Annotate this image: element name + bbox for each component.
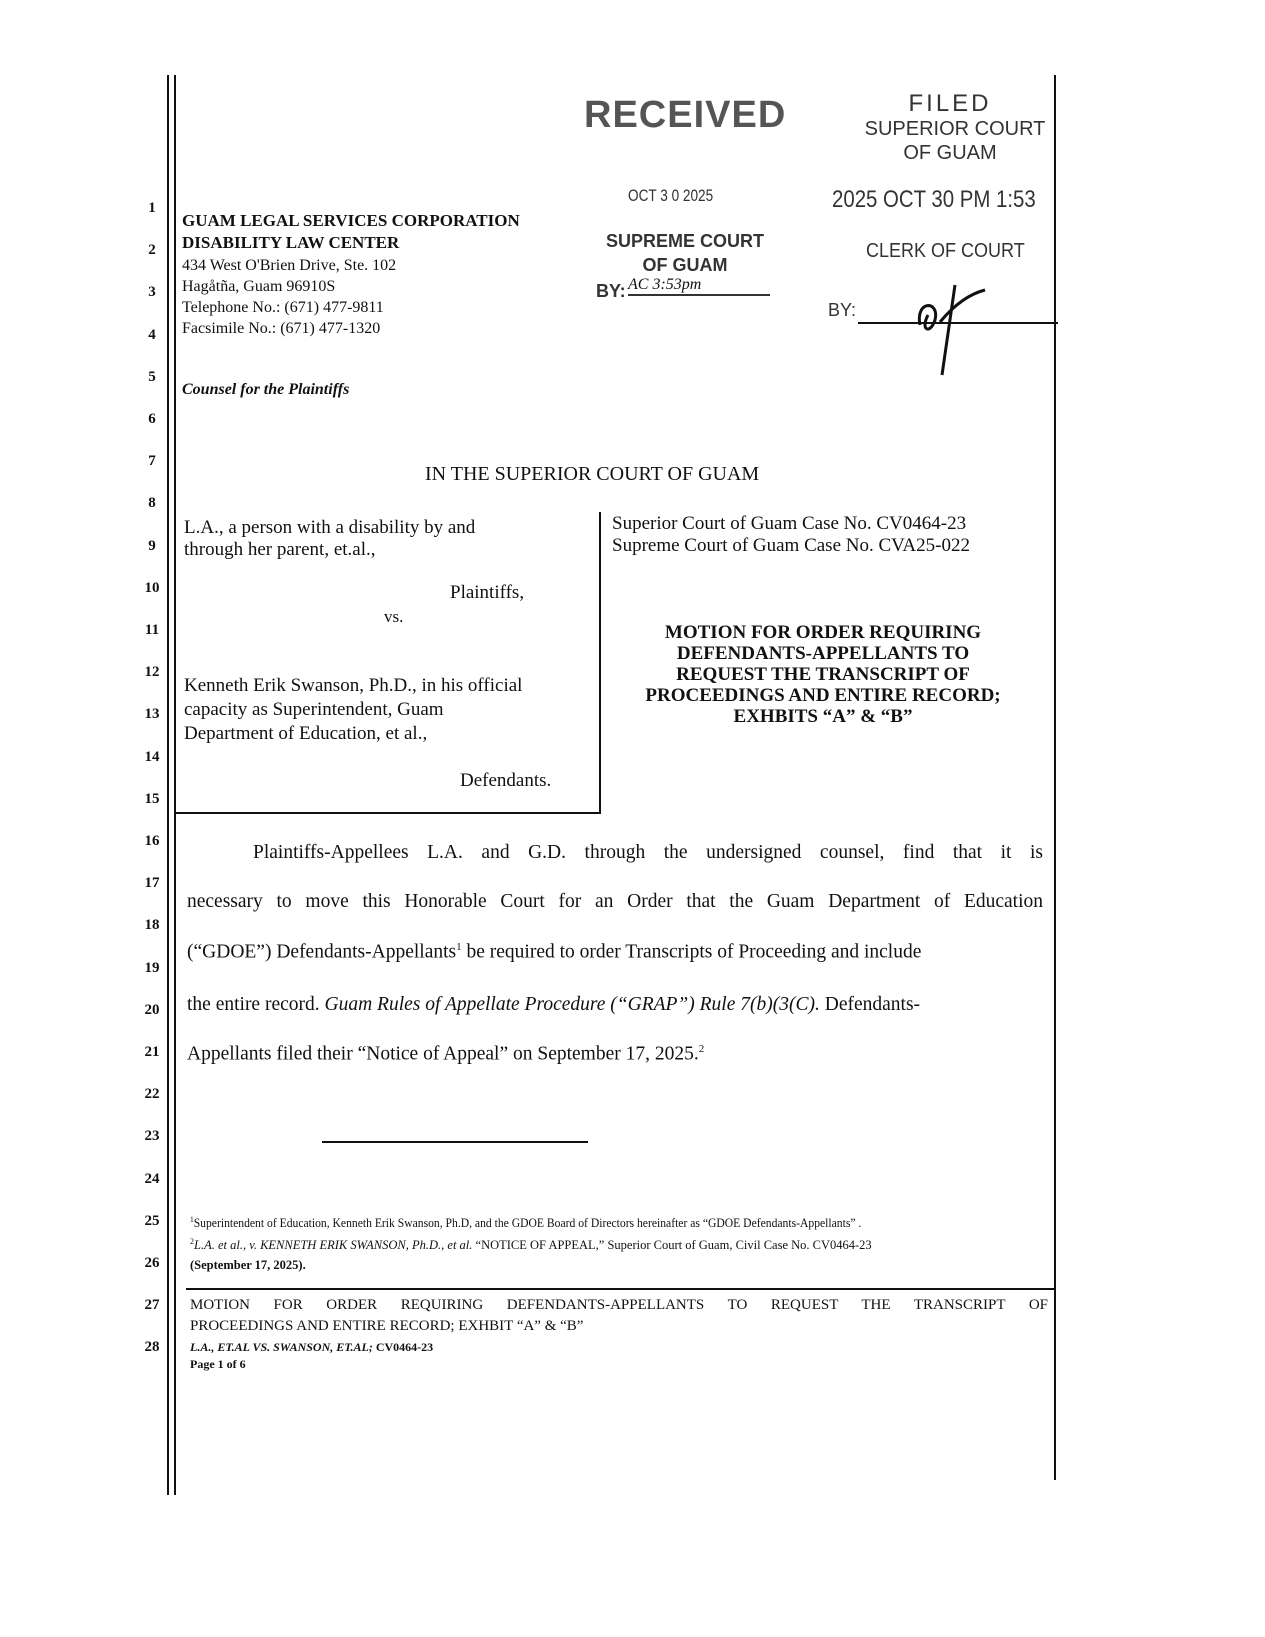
- filed-stamp-court: SUPERIOR COURT: [864, 118, 1046, 140]
- received-stamp-date: OCT 3 0 2025: [628, 186, 714, 205]
- footnote-ref-2[interactable]: 2: [698, 1043, 705, 1055]
- received-stamp-initials: AC 3:53pm: [628, 276, 770, 296]
- line-number: 25: [144, 1212, 160, 1229]
- motion-title-line: MOTION FOR ORDER REQUIRING: [664, 622, 982, 643]
- filed-stamp-court2: OF GUAM: [903, 142, 997, 164]
- defendants-label: Defendants.: [460, 770, 552, 791]
- filed-stamp-datetime: 2025 OCT 30 PM 1:53: [832, 186, 1036, 213]
- counsel-address1: 434 West O'Brien Drive, Ste. 102: [182, 257, 397, 274]
- line-number: 19: [144, 959, 160, 976]
- line-number: 22: [144, 1086, 160, 1103]
- line-number: 3: [148, 284, 156, 301]
- defendant-line3: Department of Education, et al.,: [184, 723, 428, 744]
- line-number: 4: [148, 326, 156, 343]
- line-number: 7: [148, 453, 156, 470]
- line-number: 16: [144, 833, 160, 849]
- motion-title-line: REQUEST THE TRANSCRIPT OF: [676, 664, 970, 685]
- received-stamp-by: BY:: [596, 281, 626, 301]
- footer-title-2: PROCEEDINGS AND ENTIRE RECORD; EXHBIT “A” & “B”: [190, 1318, 584, 1334]
- line-number: 27: [144, 1297, 160, 1314]
- received-stamp-court: SUPREME COURT: [605, 231, 764, 251]
- body-line-3: [187, 941, 921, 964]
- margin-rule-right: [1054, 75, 1056, 1480]
- line-number: 2: [148, 242, 156, 259]
- line-number: 11: [144, 622, 160, 638]
- body-text: Appellants filed their “Notice of Appeal” on September 17, 2025.: [187, 1043, 699, 1065]
- counsel-org: GUAM LEGAL SERVICES CORPORATION: [182, 211, 520, 230]
- margin-rule-left-inner: [174, 75, 176, 1495]
- line-number: 9: [148, 537, 156, 554]
- line-number: 8: [148, 495, 156, 512]
- body-line-2: necessary to move this Honorable Court for an Order that the Guam Department of Education: [187, 891, 1043, 912]
- body-line-4: [187, 994, 920, 1016]
- caption-divider: [599, 512, 601, 814]
- superior-case-no: Superior Court of Guam Case No. CV0464-23: [612, 513, 967, 534]
- footnote-number: 1: [190, 1215, 194, 1224]
- received-stamp-court2: OF GUAM: [642, 255, 728, 275]
- line-number: 18: [144, 917, 160, 934]
- supreme-case-no: Supreme Court of Guam Case No. CVA25-022: [612, 535, 970, 556]
- footnote-number: 2: [190, 1237, 194, 1246]
- body-text: be required to order Transcripts of Proceeding and include: [461, 941, 922, 963]
- court-title: IN THE SUPERIOR COURT OF GUAM: [425, 463, 760, 485]
- counsel-dept: DISABILITY LAW CENTER: [182, 233, 400, 252]
- line-number: 17: [144, 875, 160, 892]
- line-number: 6: [148, 411, 156, 427]
- footnote-2-cont: (September 17, 2025).: [190, 1258, 306, 1272]
- motion-title-line: EXHBITS “A” & “B”: [733, 706, 913, 727]
- line-number: 28: [144, 1339, 160, 1356]
- line-number: 20: [144, 1001, 160, 1018]
- counsel-phone: Telephone No.: (671) 477-9811: [182, 299, 384, 316]
- line-number: 23: [144, 1128, 160, 1145]
- page-number: Page 1 of 6: [190, 1357, 246, 1371]
- line-number: 10: [144, 579, 160, 596]
- footnote-text: Superintendent of Education, Kenneth Erik Swanson, Ph.D, and the GDOE Board of Directors hereinafter as “GDOE Defendants-Appellants” .: [193, 1216, 862, 1231]
- body-line-5: [187, 1043, 704, 1066]
- footnote-2: [190, 1237, 872, 1253]
- case-citation: L.A. et al., v. KENNETH ERIK SWANSON, Ph.D., et al.: [194, 1238, 473, 1253]
- footnote-ref-1[interactable]: 1: [456, 941, 462, 953]
- counsel-address2: Hagåtña, Guam 96910S: [182, 278, 336, 295]
- caption-bottom-rule: [176, 812, 601, 814]
- line-number: 12: [144, 664, 160, 681]
- motion-title: [608, 622, 1038, 727]
- footnote-text: “NOTICE OF APPEAL,” Superior Court of Guam, Civil Case No. CV0464-23: [472, 1238, 872, 1253]
- footer-case: CV0464-23: [372, 1340, 434, 1354]
- body-text: Defendants-: [819, 994, 921, 1015]
- footer-title-1: MOTION FOR ORDER REQUIRING DEFENDANTS-APPELLANTS TO REQUEST THE TRANSCRIPT OF: [190, 1297, 1048, 1313]
- rule-citation: Guam Rules of Appellate Procedure (“GRAP”) Rule 7(b)(3(C).: [324, 994, 820, 1015]
- defendant-line1: Kenneth Erik Swanson, Ph.D., in his official: [184, 675, 523, 696]
- counsel-role: Counsel for the Plaintiffs: [182, 381, 350, 398]
- line-number: 5: [148, 368, 156, 385]
- versus: vs.: [384, 607, 404, 626]
- line-number: 13: [144, 706, 160, 723]
- defendant-line2: capacity as Superintendent, Guam: [184, 699, 444, 720]
- body-text: (“GDOE”) Defendants-Appellants: [187, 941, 457, 963]
- filed-stamp-by: BY:: [828, 300, 857, 320]
- line-number: 26: [144, 1255, 160, 1271]
- line-number: 14: [144, 748, 160, 765]
- plaintiffs-label: Plaintiffs,: [450, 582, 525, 603]
- counsel-fax: Facsimile No.: (671) 477-1320: [182, 320, 381, 337]
- footer-parties: L.A., ET.AL VS. SWANSON, ET.AL;: [190, 1340, 373, 1354]
- footer-rule: [186, 1288, 1054, 1290]
- footer-short-caption: [190, 1340, 433, 1355]
- clerk-signature: [900, 280, 1010, 380]
- line-number: 1: [148, 200, 156, 216]
- footnote-1: [190, 1215, 861, 1231]
- received-stamp-title: RECEIVED: [584, 94, 787, 136]
- filed-stamp-title: FILED: [908, 90, 992, 117]
- body-text: the entire record.: [187, 994, 325, 1015]
- body-line-1: Plaintiffs-Appellees L.A. and G.D. through the undersigned counsel, find that it is: [253, 842, 1043, 863]
- motion-title-line: DEFENDANTS-APPELLANTS TO: [676, 643, 970, 664]
- margin-rule-left: [167, 75, 169, 1495]
- plaintiff-line1: L.A., a person with a disability by and: [184, 517, 476, 538]
- line-number: 24: [144, 1170, 160, 1187]
- line-number: 15: [144, 790, 160, 807]
- motion-title-line: PROCEEDINGS AND ENTIRE RECORD;: [645, 685, 1001, 706]
- filed-stamp-clerk: CLERK OF COURT: [866, 240, 1025, 262]
- line-number: 21: [144, 1044, 160, 1060]
- plaintiff-line2: through her parent, et.al.,: [184, 539, 376, 560]
- footnote-separator: [322, 1141, 588, 1143]
